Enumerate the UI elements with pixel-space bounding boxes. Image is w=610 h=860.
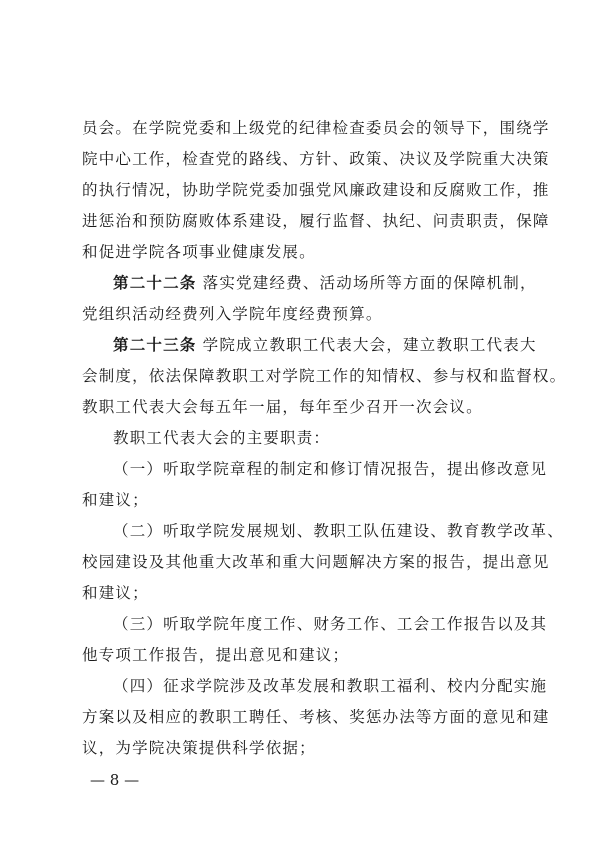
body-text-line: 教职工代表大会的主要职责： xyxy=(113,429,331,447)
article-paragraph-first-line xyxy=(113,273,537,293)
list-item-line: （一）听取学院章程的制定和修订情况报告，提出修改意见 xyxy=(113,460,548,478)
body-text-line: 教职工代表大会每五年一届，每年至少召开一次会议。 xyxy=(82,398,483,416)
article-number: 第二十三条 xyxy=(113,335,197,354)
body-text-line: 进惩治和预防腐败体系建设，履行监督、执纪、问责职责，保障 xyxy=(82,212,550,230)
body-text-line: 员会。在学院党委和上级党的纪律检查委员会的领导下，围绕学 xyxy=(82,119,550,137)
list-item-line: 方案以及相应的教职工聘任、考核、奖惩办法等方面的意见和建 xyxy=(82,708,550,726)
list-item-line: 议，为学院决策提供科学依据； xyxy=(82,739,316,757)
body-text-line: 和促进学院各项事业健康发展。 xyxy=(82,243,316,261)
page-number: — 8 — xyxy=(90,771,140,789)
list-item-line: 他专项工作报告，提出意见和建议； xyxy=(82,646,350,664)
article-text: 学院成立教职工代表大会，建立教职工代表大 xyxy=(202,336,537,354)
body-text-line: 的执行情况，协助学院党委加强党风廉政建设和反腐败工作，推 xyxy=(82,181,550,199)
list-item-line: 和建议； xyxy=(82,584,149,602)
body-text-line: 院中心工作，检查党的路线、方针、政策、决议及学院重大决策 xyxy=(82,150,550,168)
list-item-line: （二）听取学院发展规划、教职工队伍建设、教育教学改革、 xyxy=(113,522,564,540)
list-item-line: 校园建设及其他重大改革和重大问题解决方案的报告，提出意见 xyxy=(82,553,550,571)
article-text: 落实党建经费、活动场所等方面的保障机制， xyxy=(202,274,537,292)
article-number: 第二十二条 xyxy=(113,273,197,292)
list-item-line: 和建议； xyxy=(82,491,149,509)
list-item-line: （三）听取学院年度工作、财务工作、工会工作报告以及其 xyxy=(113,615,548,633)
article-paragraph-first-line xyxy=(113,335,537,355)
body-text-line: 党组织活动经费列入学院年度经费预算。 xyxy=(82,305,383,323)
body-text-line: 会制度，依法保障教职工对学院工作的知情权、参与权和监督权。 xyxy=(82,367,567,385)
list-item-line: （四）征求学院涉及改革发展和教职工福利、校内分配实施 xyxy=(113,677,548,695)
